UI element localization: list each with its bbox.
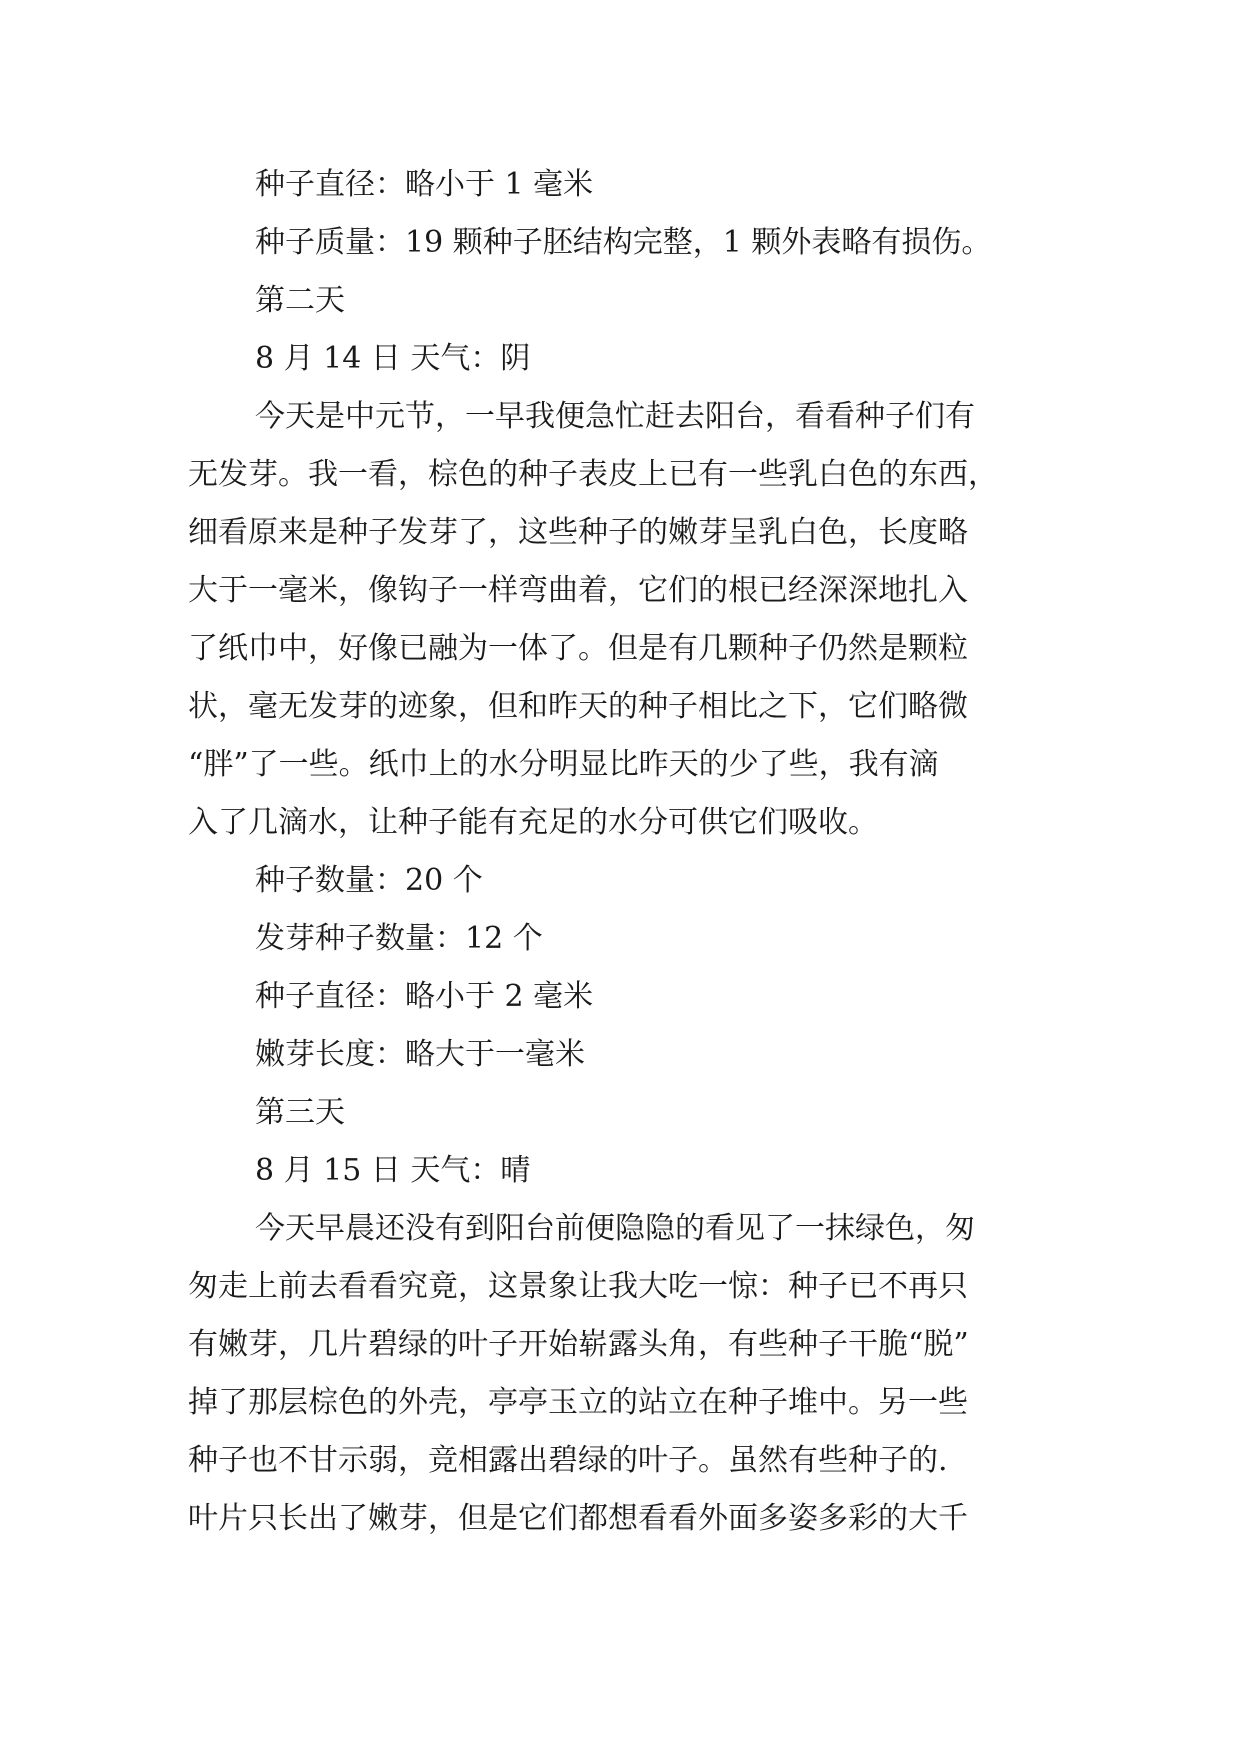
seed-count: 种子数量：20 个 [255,863,483,898]
paragraph-day3-line: 今天早晨还没有到阳台前便隐隐的看见了一抹绿色，匆 [255,1211,975,1246]
paragraph-day3-line: 有嫩芽，几片碧绿的叶子开始崭露头角，有些种子干脆“脱” [188,1327,969,1362]
paragraph-day2-line: 状，毫无发芽的迹象，但和昨天的种子相比之下，它们略微 [188,689,968,724]
paragraph-day2-line: 无发芽。我一看，棕色的种子表皮上已有一些乳白色的东西， [188,457,998,492]
paragraph-day2-line: 了纸巾中，好像已融为一体了。但是有几颗种子仍然是颗粒 [188,631,968,666]
seed-quality: 种子质量：19 颗种子胚结构完整，1 颗外表略有损伤。 [255,225,992,260]
paragraph-day3-line: 匆走上前去看看究竟，这景象让我大吃一惊：种子已不再只 [188,1269,968,1304]
heading-day3: 第三天 [255,1095,345,1130]
seed-diameter-day1: 种子直径：略小于 1 毫米 [255,167,594,202]
paragraph-day3-line: 叶片只长出了嫩芽，但是它们都想看看外面多姿多彩的大千 [188,1501,968,1536]
sprouted-seed-count: 发芽种子数量：12 个 [255,921,543,956]
paragraph-day2-line: 大于一毫米，像钩子一样弯曲着，它们的根已经深深地扎入 [188,573,968,608]
date-weather-day2: 8 月 14 日 天气：阴 [255,341,531,376]
paragraph-day3-line: 种子也不甘示弱，竞相露出碧绿的叶子。虽然有些种子的. [188,1443,948,1478]
seed-diameter-day2: 种子直径：略小于 2 毫米 [255,979,594,1014]
heading-day2: 第二天 [255,283,345,318]
paragraph-day2-line: “胖”了一些。纸巾上的水分明显比昨天的少了些，我有滴 [188,747,939,782]
date-weather-day3: 8 月 15 日 天气：晴 [255,1153,531,1188]
paragraph-day2-line: 细看原来是种子发芽了，这些种子的嫩芽呈乳白色，长度略 [188,515,968,550]
paragraph-day3-line: 掉了那层棕色的外壳，亭亭玉立的站立在种子堆中。另一些 [188,1385,968,1420]
paragraph-day2-line: 入了几滴水，让种子能有充足的水分可供它们吸收。 [188,805,878,840]
paragraph-day2-line: 今天是中元节，一早我便急忙赶去阳台，看看种子们有 [255,399,975,434]
sprout-length: 嫩芽长度：略大于一毫米 [255,1037,585,1072]
